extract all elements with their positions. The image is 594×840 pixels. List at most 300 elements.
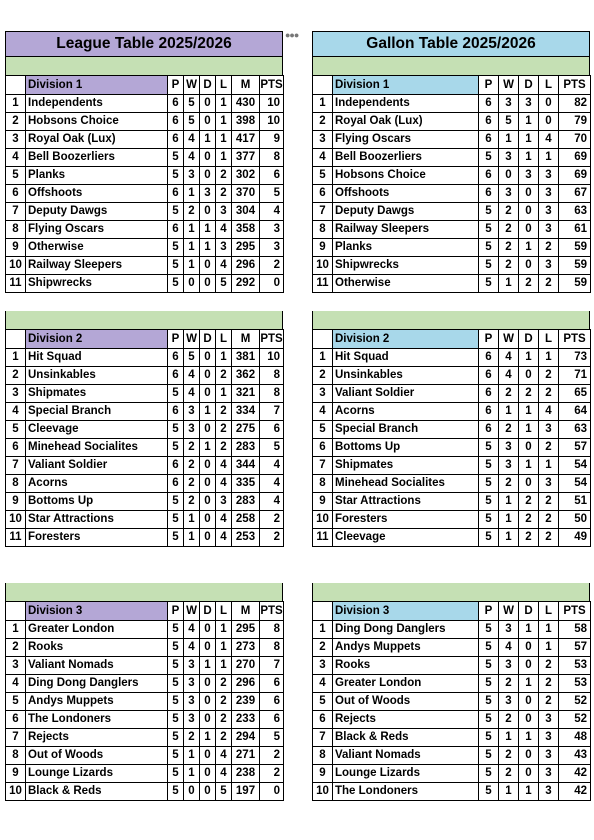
table-row	[313, 439, 591, 457]
position-cell: 6	[313, 711, 333, 729]
stat-cell: 334	[232, 403, 260, 421]
stat-cell: 0	[519, 439, 539, 457]
position-cell: 8	[6, 747, 26, 765]
stat-cell: 304	[232, 203, 260, 221]
position-cell: 4	[313, 403, 333, 421]
stat-cell: 1	[184, 765, 200, 783]
league-division-3-table	[5, 601, 284, 801]
stat-cell: 5	[479, 711, 499, 729]
table-row	[6, 675, 284, 693]
stat-cell: 275	[232, 421, 260, 439]
column-header-d: D	[519, 602, 539, 621]
column-header-l: L	[539, 602, 559, 621]
stat-cell: 271	[232, 747, 260, 765]
stat-cell: 430	[232, 95, 260, 113]
stat-cell: 5	[479, 239, 499, 257]
position-cell: 9	[6, 765, 26, 783]
position-cell: 4	[6, 675, 26, 693]
stat-cell: 381	[232, 349, 260, 367]
position-cell: 10	[313, 511, 333, 529]
team-name-cell: Bottoms Up	[26, 493, 168, 511]
gallon-division-2-table	[312, 329, 591, 547]
stat-cell: 2	[519, 275, 539, 293]
stat-cell: 5	[168, 529, 184, 547]
stat-cell: 0	[519, 367, 539, 385]
team-name-cell: Special Branch	[333, 421, 479, 439]
gallon-division-spacer	[312, 547, 590, 583]
gallon-header-band	[312, 57, 590, 75]
stat-cell: 4	[184, 621, 200, 639]
team-name-cell: Bell Boozerliers	[333, 149, 479, 167]
stat-cell: 0	[200, 203, 216, 221]
table-row	[6, 783, 284, 801]
stat-cell: 0	[539, 95, 559, 113]
table-row	[313, 511, 591, 529]
stat-cell: 5	[168, 239, 184, 257]
stat-cell: 1	[184, 529, 200, 547]
stat-cell: 2	[539, 675, 559, 693]
points-cell: 10	[260, 349, 284, 367]
column-header-w: W	[184, 76, 200, 95]
table-row	[313, 421, 591, 439]
column-header-w: W	[499, 330, 519, 349]
column-header-l: L	[539, 330, 559, 349]
stat-cell: 0	[200, 257, 216, 275]
table-header-row	[6, 330, 284, 349]
team-name-cell: Out of Woods	[333, 693, 479, 711]
position-cell: 8	[313, 747, 333, 765]
column-header-pts: PTS	[559, 330, 591, 349]
column-header-pts: PTS	[559, 602, 591, 621]
points-cell: 6	[260, 421, 284, 439]
position-cell: 4	[313, 675, 333, 693]
stat-cell: 0	[200, 167, 216, 185]
stat-cell: 1	[499, 493, 519, 511]
table-row	[6, 185, 284, 203]
stat-cell: 5	[168, 167, 184, 185]
table-row	[6, 131, 284, 149]
points-cell: 43	[559, 747, 591, 765]
position-cell: 10	[313, 257, 333, 275]
stat-cell: 0	[200, 275, 216, 293]
stat-cell: 1	[216, 113, 232, 131]
position-cell: 4	[6, 403, 26, 421]
stat-cell: 1	[216, 621, 232, 639]
stat-cell: 2	[499, 765, 519, 783]
team-name-cell: Planks	[333, 239, 479, 257]
stat-cell: 253	[232, 529, 260, 547]
division-name: Division 2	[333, 330, 479, 349]
header-blank-cell	[6, 76, 26, 95]
position-cell: 6	[6, 439, 26, 457]
team-name-cell: Valiant Soldier	[333, 385, 479, 403]
stat-cell: 1	[200, 729, 216, 747]
table-row	[6, 203, 284, 221]
team-name-cell: Foresters	[26, 529, 168, 547]
table-row	[313, 149, 591, 167]
stat-cell: 3	[499, 185, 519, 203]
stat-cell: 2	[184, 493, 200, 511]
table-row	[313, 529, 591, 547]
position-cell: 9	[313, 239, 333, 257]
stat-cell: 1	[499, 403, 519, 421]
stat-cell: 5	[168, 765, 184, 783]
points-cell: 57	[559, 639, 591, 657]
table-row	[6, 765, 284, 783]
stat-cell: 6	[168, 367, 184, 385]
position-cell: 3	[6, 131, 26, 149]
stat-cell: 6	[479, 385, 499, 403]
stat-cell: 2	[184, 457, 200, 475]
team-name-cell: Cleevage	[26, 421, 168, 439]
team-name-cell: Black & Reds	[26, 783, 168, 801]
stat-cell: 3	[539, 765, 559, 783]
stat-cell: 6	[479, 367, 499, 385]
team-name-cell: Deputy Dawgs	[26, 203, 168, 221]
points-cell: 8	[260, 149, 284, 167]
team-name-cell: Flying Oscars	[333, 131, 479, 149]
table-row	[6, 349, 284, 367]
points-cell: 61	[559, 221, 591, 239]
table-header-row	[313, 76, 591, 95]
stat-cell: 4	[499, 639, 519, 657]
stat-cell: 370	[232, 185, 260, 203]
points-cell: 59	[559, 257, 591, 275]
stat-cell: 239	[232, 693, 260, 711]
position-cell: 7	[6, 729, 26, 747]
points-cell: 65	[559, 385, 591, 403]
team-name-cell: Bottoms Up	[333, 439, 479, 457]
stat-cell: 1	[184, 511, 200, 529]
column-header-d: D	[519, 330, 539, 349]
stat-cell: 6	[479, 95, 499, 113]
stat-cell: 6	[168, 403, 184, 421]
stat-cell: 1	[519, 349, 539, 367]
stat-cell: 6	[479, 421, 499, 439]
table-row	[6, 639, 284, 657]
stat-cell: 5	[168, 275, 184, 293]
stat-cell: 5	[168, 621, 184, 639]
points-cell: 59	[559, 239, 591, 257]
stat-cell: 1	[184, 257, 200, 275]
stat-cell: 5	[479, 639, 499, 657]
team-name-cell: Star Attractions	[26, 511, 168, 529]
stat-cell: 1	[519, 403, 539, 421]
stat-cell: 2	[539, 657, 559, 675]
table-row	[313, 203, 591, 221]
stat-cell: 3	[539, 421, 559, 439]
stat-cell: 2	[216, 729, 232, 747]
header-blank-cell	[6, 602, 26, 621]
stat-cell: 335	[232, 475, 260, 493]
position-cell: 9	[313, 493, 333, 511]
position-cell: 4	[6, 149, 26, 167]
points-cell: 54	[559, 475, 591, 493]
table-row	[6, 747, 284, 765]
points-cell: 51	[559, 493, 591, 511]
position-cell: 7	[313, 203, 333, 221]
points-cell: 3	[260, 239, 284, 257]
position-cell: 9	[313, 765, 333, 783]
stat-cell: 1	[539, 639, 559, 657]
points-cell: 5	[260, 439, 284, 457]
stat-cell: 6	[479, 403, 499, 421]
stat-cell: 1	[499, 783, 519, 801]
table-row	[6, 367, 284, 385]
stat-cell: 1	[216, 95, 232, 113]
stat-cell: 3	[499, 439, 519, 457]
team-name-cell: Otherwise	[26, 239, 168, 257]
league-table-column	[5, 31, 283, 801]
table-row	[313, 239, 591, 257]
team-name-cell: Andys Muppets	[26, 693, 168, 711]
points-cell: 10	[260, 113, 284, 131]
stat-cell: 0	[519, 475, 539, 493]
position-cell: 11	[6, 529, 26, 547]
stat-cell: 2	[216, 185, 232, 203]
stat-cell: 5	[168, 783, 184, 801]
position-cell: 2	[313, 639, 333, 657]
column-header-m: M	[232, 76, 260, 95]
column-header-pts: PTS	[559, 76, 591, 95]
gallon-division-1-table	[312, 75, 591, 293]
stat-cell: 3	[184, 693, 200, 711]
points-cell: 7	[260, 403, 284, 421]
position-cell: 1	[6, 621, 26, 639]
stat-cell: 5	[168, 693, 184, 711]
stat-cell: 3	[539, 711, 559, 729]
position-cell: 3	[313, 131, 333, 149]
header-blank-cell	[313, 330, 333, 349]
points-cell: 49	[559, 529, 591, 547]
stat-cell: 1	[539, 621, 559, 639]
stat-cell: 5	[479, 439, 499, 457]
table-row	[313, 493, 591, 511]
stat-cell: 1	[539, 457, 559, 475]
table-row	[6, 657, 284, 675]
stat-cell: 1	[499, 729, 519, 747]
position-cell: 5	[313, 167, 333, 185]
stat-cell: 4	[539, 131, 559, 149]
stat-cell: 0	[200, 765, 216, 783]
stat-cell: 0	[184, 783, 200, 801]
table-row	[313, 95, 591, 113]
column-header-p: P	[479, 602, 499, 621]
stat-cell: 0	[200, 113, 216, 131]
stat-cell: 5	[168, 385, 184, 403]
stat-cell: 5	[168, 747, 184, 765]
team-name-cell: Andys Muppets	[333, 639, 479, 657]
stat-cell: 5	[184, 349, 200, 367]
stat-cell: 295	[232, 239, 260, 257]
stat-cell: 0	[200, 385, 216, 403]
stat-cell: 2	[539, 693, 559, 711]
stat-cell: 5	[479, 457, 499, 475]
points-cell: 82	[559, 95, 591, 113]
stat-cell: 2	[539, 511, 559, 529]
stat-cell: 4	[216, 529, 232, 547]
stat-cell: 295	[232, 621, 260, 639]
stat-cell: 4	[216, 257, 232, 275]
team-name-cell: Acorns	[333, 403, 479, 421]
team-name-cell: Black & Reds	[333, 729, 479, 747]
stat-cell: 0	[200, 675, 216, 693]
position-cell: 5	[313, 693, 333, 711]
league-table-title: League Table 2025/2026	[5, 31, 283, 57]
position-cell: 2	[313, 367, 333, 385]
table-row	[313, 131, 591, 149]
column-header-l: L	[539, 76, 559, 95]
stat-cell: 2	[519, 493, 539, 511]
league-division-spacer	[5, 293, 283, 311]
points-cell: 3	[260, 221, 284, 239]
team-name-cell: Royal Oak (Lux)	[26, 131, 168, 149]
drag-handle-icon[interactable]: ●●●	[285, 30, 299, 40]
stat-cell: 283	[232, 439, 260, 457]
stat-cell: 5	[168, 639, 184, 657]
table-row	[313, 711, 591, 729]
table-row	[313, 221, 591, 239]
table-row	[6, 385, 284, 403]
stat-cell: 6	[168, 113, 184, 131]
position-cell: 7	[313, 457, 333, 475]
stat-cell: 0	[184, 275, 200, 293]
table-row	[313, 367, 591, 385]
stat-cell: 302	[232, 167, 260, 185]
stat-cell: 1	[499, 275, 519, 293]
stat-cell: 2	[216, 439, 232, 457]
table-row	[6, 711, 284, 729]
table-row	[313, 167, 591, 185]
position-cell: 6	[6, 711, 26, 729]
stat-cell: 5	[499, 113, 519, 131]
stat-cell: 1	[539, 149, 559, 167]
table-row	[313, 675, 591, 693]
stat-cell: 273	[232, 639, 260, 657]
stat-cell: 2	[539, 239, 559, 257]
position-cell: 7	[6, 457, 26, 475]
stat-cell: 2	[499, 475, 519, 493]
position-cell: 8	[313, 475, 333, 493]
column-header-d: D	[519, 76, 539, 95]
stat-cell: 2	[184, 729, 200, 747]
stat-cell: 1	[519, 149, 539, 167]
stat-cell: 6	[168, 349, 184, 367]
stat-cell: 296	[232, 675, 260, 693]
stat-cell: 5	[479, 529, 499, 547]
stat-cell: 3	[519, 95, 539, 113]
team-name-cell: Deputy Dawgs	[333, 203, 479, 221]
league-division-band	[5, 583, 283, 601]
table-row	[313, 275, 591, 293]
column-header-p: P	[479, 76, 499, 95]
stat-cell: 3	[200, 185, 216, 203]
stat-cell: 2	[539, 275, 559, 293]
stat-cell: 3	[184, 711, 200, 729]
stat-cell: 5	[479, 729, 499, 747]
position-cell: 2	[6, 113, 26, 131]
gallon-division-3-table	[312, 601, 591, 801]
stat-cell: 5	[168, 149, 184, 167]
team-name-cell: Special Branch	[26, 403, 168, 421]
stat-cell: 0	[519, 257, 539, 275]
team-name-cell: Greater London	[26, 621, 168, 639]
stat-cell: 1	[200, 221, 216, 239]
stat-cell: 0	[200, 149, 216, 167]
division-name: Division 2	[26, 330, 168, 349]
stat-cell: 5	[479, 657, 499, 675]
stat-cell: 5	[479, 693, 499, 711]
position-cell: 1	[6, 349, 26, 367]
stat-cell: 258	[232, 511, 260, 529]
column-header-w: W	[499, 602, 519, 621]
points-cell: 9	[260, 131, 284, 149]
column-header-p: P	[479, 330, 499, 349]
stat-cell: 0	[200, 621, 216, 639]
stat-cell: 238	[232, 765, 260, 783]
points-cell: 57	[559, 439, 591, 457]
stat-cell: 398	[232, 113, 260, 131]
stat-cell: 3	[499, 95, 519, 113]
stat-cell: 3	[499, 657, 519, 675]
points-cell: 6	[260, 711, 284, 729]
table-row	[313, 457, 591, 475]
stat-cell: 0	[519, 693, 539, 711]
points-cell: 54	[559, 457, 591, 475]
position-cell: 11	[313, 275, 333, 293]
stat-cell: 5	[168, 421, 184, 439]
team-name-cell: Shipwrecks	[26, 275, 168, 293]
stat-cell: 5	[168, 493, 184, 511]
points-cell: 6	[260, 167, 284, 185]
stat-cell: 5	[168, 675, 184, 693]
points-cell: 59	[559, 275, 591, 293]
stat-cell: 270	[232, 657, 260, 675]
column-header-m: M	[232, 602, 260, 621]
stat-cell: 3	[539, 729, 559, 747]
stat-cell: 0	[519, 221, 539, 239]
table-row	[6, 529, 284, 547]
stat-cell: 1	[184, 185, 200, 203]
team-name-cell: Planks	[26, 167, 168, 185]
team-name-cell: The Londoners	[26, 711, 168, 729]
team-name-cell: Valiant Nomads	[333, 747, 479, 765]
table-row	[313, 639, 591, 657]
stat-cell: 0	[200, 511, 216, 529]
stat-cell: 5	[479, 475, 499, 493]
points-cell: 42	[559, 783, 591, 801]
stat-cell: 2	[216, 167, 232, 185]
stat-cell: 2	[499, 675, 519, 693]
column-header-pts: PTS	[260, 602, 284, 621]
team-name-cell: Rejects	[333, 711, 479, 729]
stat-cell: 362	[232, 367, 260, 385]
stat-cell: 283	[232, 493, 260, 511]
team-name-cell: Shipmates	[333, 457, 479, 475]
points-cell: 2	[260, 511, 284, 529]
table-row	[6, 113, 284, 131]
stat-cell: 2	[216, 403, 232, 421]
stat-cell: 3	[519, 167, 539, 185]
stat-cell: 2	[184, 475, 200, 493]
points-cell: 4	[260, 475, 284, 493]
stat-cell: 5	[168, 711, 184, 729]
stat-cell: 1	[519, 783, 539, 801]
position-cell: 10	[6, 783, 26, 801]
stat-cell: 1	[519, 729, 539, 747]
table-header-row	[6, 602, 284, 621]
position-cell: 2	[313, 113, 333, 131]
